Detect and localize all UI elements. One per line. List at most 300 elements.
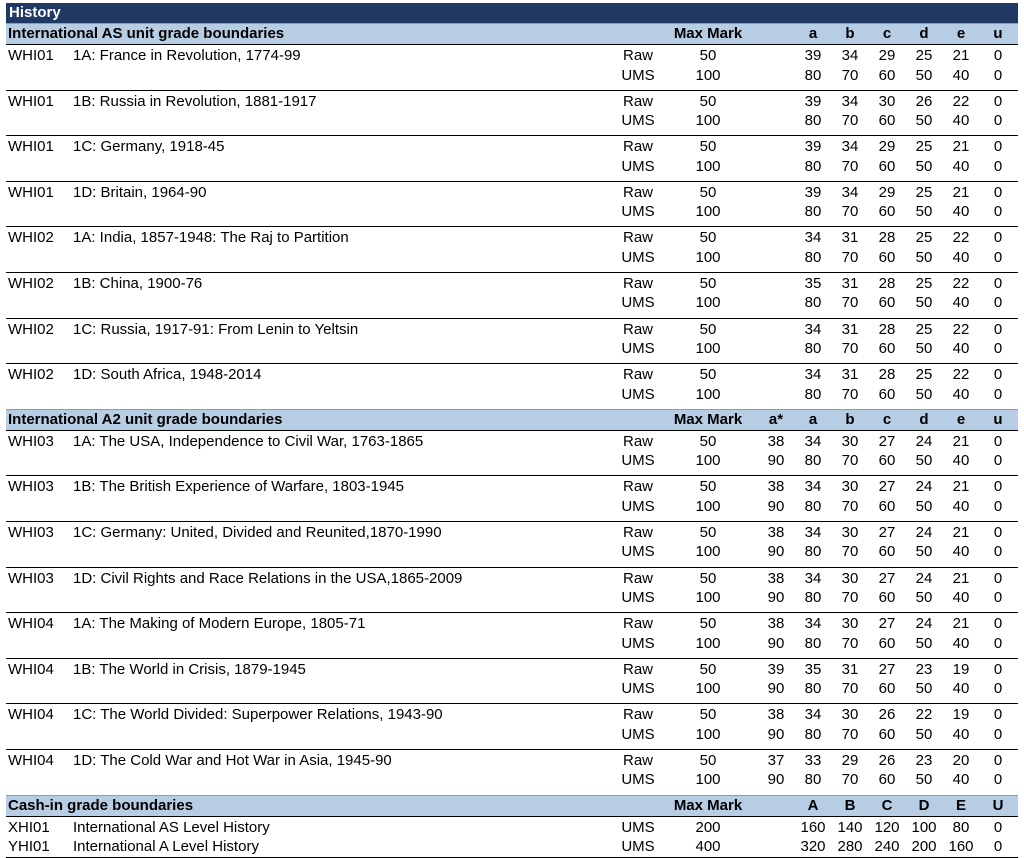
unit-name: 1D: Civil Rights and Race Relations in the USA,1865-2009 bbox=[73, 569, 463, 587]
grade-value: 21 bbox=[952, 183, 970, 201]
max-mark: 100 bbox=[695, 634, 721, 652]
grade-value: 25 bbox=[915, 183, 933, 201]
raw-line bbox=[6, 705, 1018, 725]
mark-type: Raw bbox=[622, 366, 653, 384]
grade-value: 30 bbox=[878, 92, 896, 110]
grade-value: 0 bbox=[993, 320, 1003, 338]
unit-name: 1C: Germany: United, Divided and Reunited,1870-1990 bbox=[73, 523, 442, 541]
grade-value: 80 bbox=[804, 680, 822, 698]
raw-line bbox=[6, 477, 1018, 497]
grade-header: b bbox=[845, 410, 855, 428]
ums-line bbox=[6, 157, 1018, 177]
unit-name: 1D: Britain, 1964-90 bbox=[73, 183, 207, 201]
mark-type: UMS bbox=[621, 543, 655, 561]
grade-header: a bbox=[808, 25, 818, 42]
ums-line bbox=[6, 248, 1018, 268]
unit-name: 1B: Russia in Revolution, 1881-1917 bbox=[73, 92, 317, 110]
grade-value: 35 bbox=[804, 660, 822, 678]
grade-value: 38 bbox=[767, 706, 785, 724]
grade-value: 0 bbox=[993, 615, 1003, 633]
max-mark: 100 bbox=[695, 725, 721, 743]
subject-title: History bbox=[6, 3, 1018, 23]
unit-code: WHI03 bbox=[8, 432, 54, 450]
grade-value: 39 bbox=[804, 138, 822, 156]
grade-value: 0 bbox=[993, 589, 1003, 607]
grade-value: 50 bbox=[915, 589, 933, 607]
grade-value: 240 bbox=[874, 837, 900, 855]
mark-type: UMS bbox=[621, 725, 655, 743]
grade-header: A bbox=[807, 796, 819, 814]
grade-value: 80 bbox=[952, 818, 970, 836]
grade-value: 60 bbox=[878, 203, 896, 221]
grade-value: 90 bbox=[767, 543, 785, 561]
unit-row bbox=[6, 659, 1018, 705]
grade-value: 80 bbox=[804, 634, 822, 652]
max-mark: 400 bbox=[695, 837, 721, 855]
max-mark: 100 bbox=[695, 248, 721, 266]
unit-code: WHI04 bbox=[8, 706, 54, 724]
grade-value: 40 bbox=[952, 203, 970, 221]
max-mark: 100 bbox=[695, 771, 721, 789]
grade-value: 90 bbox=[767, 680, 785, 698]
raw-line bbox=[6, 92, 1018, 112]
grade-value: 50 bbox=[915, 66, 933, 84]
grade-value: 21 bbox=[952, 615, 970, 633]
grade-value: 50 bbox=[915, 543, 933, 561]
grade-value: 0 bbox=[993, 248, 1003, 266]
unit-name: 1A: The USA, Independence to Civil War, 1763-1865 bbox=[73, 432, 424, 450]
grade-value: 34 bbox=[841, 47, 859, 64]
grade-value: 70 bbox=[841, 203, 859, 221]
max-mark: 50 bbox=[699, 47, 717, 64]
ums-line bbox=[6, 770, 1018, 790]
mark-type: UMS bbox=[621, 497, 655, 515]
max-mark: 100 bbox=[695, 543, 721, 561]
grade-value: 60 bbox=[878, 680, 896, 698]
grade-value: 0 bbox=[993, 569, 1003, 587]
grade-value: 34 bbox=[841, 92, 859, 110]
unit-row bbox=[6, 273, 1018, 319]
max-mark: 50 bbox=[699, 274, 717, 292]
as-section-body bbox=[6, 45, 1018, 409]
grade-value: 34 bbox=[804, 523, 822, 541]
grade-value: 80 bbox=[804, 66, 822, 84]
grade-value: 34 bbox=[804, 366, 822, 384]
mark-type: UMS bbox=[621, 248, 655, 266]
grade-header: u bbox=[993, 25, 1003, 42]
qualification-name: International A Level History bbox=[73, 837, 259, 855]
max-mark: 50 bbox=[699, 523, 717, 541]
grade-value: 24 bbox=[915, 615, 933, 633]
grade-value: 26 bbox=[878, 706, 896, 724]
grade-header: a bbox=[808, 410, 818, 428]
grade-header: c bbox=[882, 410, 892, 428]
grade-value: 160 bbox=[800, 818, 826, 836]
grade-value: 37 bbox=[767, 751, 785, 769]
grade-value: 70 bbox=[841, 680, 859, 698]
grade-value: 50 bbox=[915, 497, 933, 515]
grade-header: d bbox=[919, 410, 929, 428]
grade-value: 30 bbox=[841, 706, 859, 724]
mark-type: Raw bbox=[622, 478, 653, 496]
grade-value: 70 bbox=[841, 112, 859, 130]
section-heading: Cash-in grade boundaries bbox=[8, 796, 194, 814]
grade-value: 70 bbox=[841, 157, 859, 175]
grade-value: 80 bbox=[804, 203, 822, 221]
unit-code: WHI01 bbox=[8, 92, 54, 110]
grade-value: 40 bbox=[952, 340, 970, 358]
grade-value: 0 bbox=[993, 818, 1003, 836]
grade-value: 21 bbox=[952, 569, 970, 587]
grade-value: 60 bbox=[878, 248, 896, 266]
raw-line bbox=[6, 320, 1018, 340]
grade-value: 320 bbox=[800, 837, 826, 855]
max-mark: 100 bbox=[695, 385, 721, 403]
unit-code: WHI01 bbox=[8, 138, 54, 156]
grade-value: 29 bbox=[878, 183, 896, 201]
grade-value: 23 bbox=[915, 751, 933, 769]
qualification-code: YHI01 bbox=[8, 837, 50, 855]
grade-value: 0 bbox=[993, 274, 1003, 292]
mark-type: UMS bbox=[621, 680, 655, 698]
grade-value: 50 bbox=[915, 157, 933, 175]
raw-line bbox=[6, 365, 1018, 385]
grade-value: 34 bbox=[804, 320, 822, 338]
unit-row bbox=[6, 522, 1018, 568]
grade-value: 0 bbox=[993, 634, 1003, 652]
grade-value: 31 bbox=[841, 320, 859, 338]
grade-value: 31 bbox=[841, 660, 859, 678]
raw-line bbox=[6, 751, 1018, 771]
grade-value: 80 bbox=[804, 112, 822, 130]
grade-value: 40 bbox=[952, 680, 970, 698]
grade-value: 60 bbox=[878, 157, 896, 175]
grade-value: 34 bbox=[804, 706, 822, 724]
grade-value: 25 bbox=[915, 366, 933, 384]
grade-value: 70 bbox=[841, 725, 859, 743]
unit-code: WHI01 bbox=[8, 183, 54, 201]
ums-line bbox=[6, 588, 1018, 608]
grade-value: 30 bbox=[841, 523, 859, 541]
grade-value: 34 bbox=[804, 432, 822, 450]
grade-value: 50 bbox=[915, 340, 933, 358]
max-mark: 50 bbox=[699, 478, 717, 496]
mark-type: Raw bbox=[622, 615, 653, 633]
grade-value: 38 bbox=[767, 523, 785, 541]
max-mark: 100 bbox=[695, 497, 721, 515]
grade-value: 22 bbox=[915, 706, 933, 724]
grade-value: 50 bbox=[915, 634, 933, 652]
unit-name: 1A: France in Revolution, 1774-99 bbox=[73, 47, 301, 64]
max-mark: 50 bbox=[699, 229, 717, 247]
ums-line bbox=[6, 385, 1018, 405]
grade-header: c bbox=[882, 25, 892, 42]
grade-value: 0 bbox=[993, 138, 1003, 156]
ums-line bbox=[6, 497, 1018, 517]
grade-value: 90 bbox=[767, 452, 785, 470]
ums-line bbox=[6, 451, 1018, 471]
grade-value: 26 bbox=[878, 751, 896, 769]
mark-type: Raw bbox=[622, 432, 653, 450]
grade-value: 90 bbox=[767, 725, 785, 743]
grade-value: 31 bbox=[841, 366, 859, 384]
unit-name: 1C: Russia, 1917-91: From Lenin to Yeltsin bbox=[73, 320, 359, 338]
grade-value: 40 bbox=[952, 497, 970, 515]
a2-section-body bbox=[6, 431, 1018, 795]
grade-value: 0 bbox=[993, 660, 1003, 678]
grade-value: 140 bbox=[837, 818, 863, 836]
ums-line bbox=[6, 542, 1018, 562]
grade-value: 50 bbox=[915, 385, 933, 403]
unit-row bbox=[6, 91, 1018, 137]
grade-value: 90 bbox=[767, 634, 785, 652]
grade-value: 24 bbox=[915, 478, 933, 496]
section-heading: International AS unit grade boundaries bbox=[8, 25, 285, 42]
unit-code: WHI02 bbox=[8, 274, 54, 292]
grade-value: 24 bbox=[915, 523, 933, 541]
raw-line bbox=[6, 432, 1018, 452]
grade-value: 27 bbox=[878, 569, 896, 587]
grade-value: 21 bbox=[952, 523, 970, 541]
max-mark: 100 bbox=[695, 66, 721, 84]
grade-value: 38 bbox=[767, 478, 785, 496]
unit-code: WHI01 bbox=[8, 47, 54, 64]
grade-value: 120 bbox=[874, 818, 900, 836]
unit-row bbox=[6, 750, 1018, 795]
max-mark: 50 bbox=[699, 366, 717, 384]
mark-type: Raw bbox=[622, 569, 653, 587]
unit-name: 1B: The British Experience of Warfare, 1803-1945 bbox=[73, 478, 405, 496]
grade-value: 90 bbox=[767, 771, 785, 789]
grade-value: 160 bbox=[948, 837, 974, 855]
max-mark: 100 bbox=[695, 340, 721, 358]
max-mark: 50 bbox=[699, 660, 717, 678]
unit-row bbox=[6, 613, 1018, 659]
grade-value: 31 bbox=[841, 229, 859, 247]
mark-type: UMS bbox=[621, 837, 655, 855]
grade-value: 80 bbox=[804, 157, 822, 175]
grade-value: 70 bbox=[841, 294, 859, 312]
grade-value: 70 bbox=[841, 340, 859, 358]
mark-type: UMS bbox=[621, 112, 655, 130]
raw-line bbox=[6, 614, 1018, 634]
ums-line bbox=[6, 111, 1018, 131]
grade-value: 40 bbox=[952, 157, 970, 175]
unit-row bbox=[6, 136, 1018, 182]
mark-type: UMS bbox=[621, 634, 655, 652]
grade-value: 39 bbox=[767, 660, 785, 678]
grade-value: 80 bbox=[804, 248, 822, 266]
grade-value: 0 bbox=[993, 497, 1003, 515]
grade-value: 70 bbox=[841, 385, 859, 403]
grade-value: 27 bbox=[878, 660, 896, 678]
grade-value: 27 bbox=[878, 432, 896, 450]
grade-value: 34 bbox=[841, 183, 859, 201]
grade-header: a* bbox=[768, 410, 784, 428]
mark-type: UMS bbox=[621, 294, 655, 312]
raw-line bbox=[6, 523, 1018, 543]
grade-value: 39 bbox=[804, 183, 822, 201]
as-section-header bbox=[6, 23, 1018, 45]
max-mark-header: Max Mark bbox=[673, 410, 743, 428]
raw-line bbox=[6, 274, 1018, 294]
ums-line bbox=[6, 66, 1018, 86]
grade-value: 0 bbox=[993, 203, 1003, 221]
grade-value: 50 bbox=[915, 452, 933, 470]
grade-value: 70 bbox=[841, 66, 859, 84]
grade-value: 28 bbox=[878, 366, 896, 384]
grade-value: 25 bbox=[915, 320, 933, 338]
unit-code: WHI04 bbox=[8, 660, 54, 678]
grade-value: 0 bbox=[993, 680, 1003, 698]
raw-line bbox=[6, 228, 1018, 248]
grade-header: e bbox=[956, 25, 966, 42]
grade-value: 100 bbox=[911, 818, 937, 836]
a2-section-header bbox=[6, 409, 1018, 431]
grade-value: 30 bbox=[841, 478, 859, 496]
unit-row bbox=[6, 431, 1018, 477]
raw-line bbox=[6, 137, 1018, 157]
mark-type: UMS bbox=[621, 452, 655, 470]
grade-value: 0 bbox=[993, 706, 1003, 724]
grade-value: 60 bbox=[878, 634, 896, 652]
grade-value: 280 bbox=[837, 837, 863, 855]
qualification-row bbox=[6, 818, 1018, 837]
grade-value: 35 bbox=[804, 274, 822, 292]
grade-value: 90 bbox=[767, 589, 785, 607]
grade-value: 80 bbox=[804, 771, 822, 789]
grade-value: 0 bbox=[993, 751, 1003, 769]
mark-type: Raw bbox=[622, 660, 653, 678]
grade-header: D bbox=[918, 796, 930, 814]
grade-value: 0 bbox=[993, 340, 1003, 358]
grade-value: 40 bbox=[952, 543, 970, 561]
unit-name: 1B: The World in Crisis, 1879-1945 bbox=[73, 660, 306, 678]
max-mark: 50 bbox=[699, 706, 717, 724]
max-mark: 100 bbox=[695, 157, 721, 175]
grade-value: 21 bbox=[952, 432, 970, 450]
ums-line bbox=[6, 725, 1018, 745]
mark-type: Raw bbox=[622, 274, 653, 292]
max-mark: 200 bbox=[695, 818, 721, 836]
grade-value: 60 bbox=[878, 589, 896, 607]
grade-value: 29 bbox=[878, 47, 896, 64]
unit-code: WHI03 bbox=[8, 569, 54, 587]
grade-value: 0 bbox=[993, 523, 1003, 541]
grade-value: 60 bbox=[878, 543, 896, 561]
grade-value: 34 bbox=[804, 229, 822, 247]
grade-value: 19 bbox=[952, 706, 970, 724]
grade-value: 27 bbox=[878, 478, 896, 496]
grade-value: 0 bbox=[993, 771, 1003, 789]
grade-value: 0 bbox=[993, 543, 1003, 561]
grade-value: 21 bbox=[952, 478, 970, 496]
max-mark: 100 bbox=[695, 112, 721, 130]
ums-line bbox=[6, 293, 1018, 313]
mark-type: Raw bbox=[622, 706, 653, 724]
grade-value: 0 bbox=[993, 112, 1003, 130]
grade-value: 40 bbox=[952, 771, 970, 789]
unit-name: 1D: The Cold War and Hot War in Asia, 1945-90 bbox=[73, 751, 392, 769]
qualification-row bbox=[6, 837, 1018, 856]
grade-value: 200 bbox=[911, 837, 937, 855]
grade-value: 60 bbox=[878, 725, 896, 743]
grade-value: 50 bbox=[915, 680, 933, 698]
grade-value: 19 bbox=[952, 660, 970, 678]
mark-type: Raw bbox=[622, 229, 653, 247]
raw-line bbox=[6, 569, 1018, 589]
grade-value: 80 bbox=[804, 340, 822, 358]
grade-value: 70 bbox=[841, 771, 859, 789]
grade-value: 40 bbox=[952, 294, 970, 312]
grade-value: 28 bbox=[878, 274, 896, 292]
grade-value: 27 bbox=[878, 615, 896, 633]
grade-value: 80 bbox=[804, 385, 822, 403]
grade-value: 0 bbox=[993, 385, 1003, 403]
grade-value: 80 bbox=[804, 543, 822, 561]
unit-code: WHI03 bbox=[8, 478, 54, 496]
grade-value: 0 bbox=[993, 229, 1003, 247]
grade-value: 40 bbox=[952, 725, 970, 743]
max-mark: 100 bbox=[695, 589, 721, 607]
grade-value: 70 bbox=[841, 634, 859, 652]
grade-value: 22 bbox=[952, 320, 970, 338]
grade-header: E bbox=[955, 796, 966, 814]
grade-value: 40 bbox=[952, 634, 970, 652]
grade-header: b bbox=[845, 25, 855, 42]
mark-type: Raw bbox=[622, 751, 653, 769]
unit-name: 1C: The World Divided: Superpower Relations, 1943-90 bbox=[73, 706, 443, 724]
grade-value: 70 bbox=[841, 452, 859, 470]
max-mark: 50 bbox=[699, 432, 717, 450]
grade-header: e bbox=[956, 410, 966, 428]
raw-line bbox=[6, 46, 1018, 66]
grade-value: 40 bbox=[952, 589, 970, 607]
grade-value: 0 bbox=[993, 183, 1003, 201]
grade-value: 60 bbox=[878, 340, 896, 358]
grade-value: 60 bbox=[878, 66, 896, 84]
mark-type: UMS bbox=[621, 818, 655, 836]
grade-value: 30 bbox=[841, 569, 859, 587]
ums-line bbox=[6, 634, 1018, 654]
unit-row bbox=[6, 45, 1018, 91]
grade-value: 60 bbox=[878, 385, 896, 403]
grade-value: 25 bbox=[915, 229, 933, 247]
section-heading: International A2 unit grade boundaries bbox=[8, 410, 283, 428]
grade-value: 34 bbox=[804, 615, 822, 633]
grade-value: 26 bbox=[915, 92, 933, 110]
grade-value: 29 bbox=[878, 138, 896, 156]
grade-value: 0 bbox=[993, 478, 1003, 496]
grade-value: 0 bbox=[993, 725, 1003, 743]
grade-value: 21 bbox=[952, 138, 970, 156]
unit-name: 1A: The Making of Modern Europe, 1805-71 bbox=[73, 615, 366, 633]
grade-value: 22 bbox=[952, 274, 970, 292]
grade-value: 22 bbox=[952, 92, 970, 110]
grade-value: 40 bbox=[952, 112, 970, 130]
unit-row bbox=[6, 568, 1018, 614]
mark-type: UMS bbox=[621, 66, 655, 84]
grade-value: 34 bbox=[804, 478, 822, 496]
grade-value: 0 bbox=[993, 837, 1003, 855]
grade-value: 28 bbox=[878, 320, 896, 338]
grade-value: 23 bbox=[915, 660, 933, 678]
grade-value: 70 bbox=[841, 248, 859, 266]
grade-value: 31 bbox=[841, 274, 859, 292]
grade-value: 22 bbox=[952, 229, 970, 247]
max-mark-header: Max Mark bbox=[673, 796, 743, 814]
grade-value: 34 bbox=[804, 569, 822, 587]
